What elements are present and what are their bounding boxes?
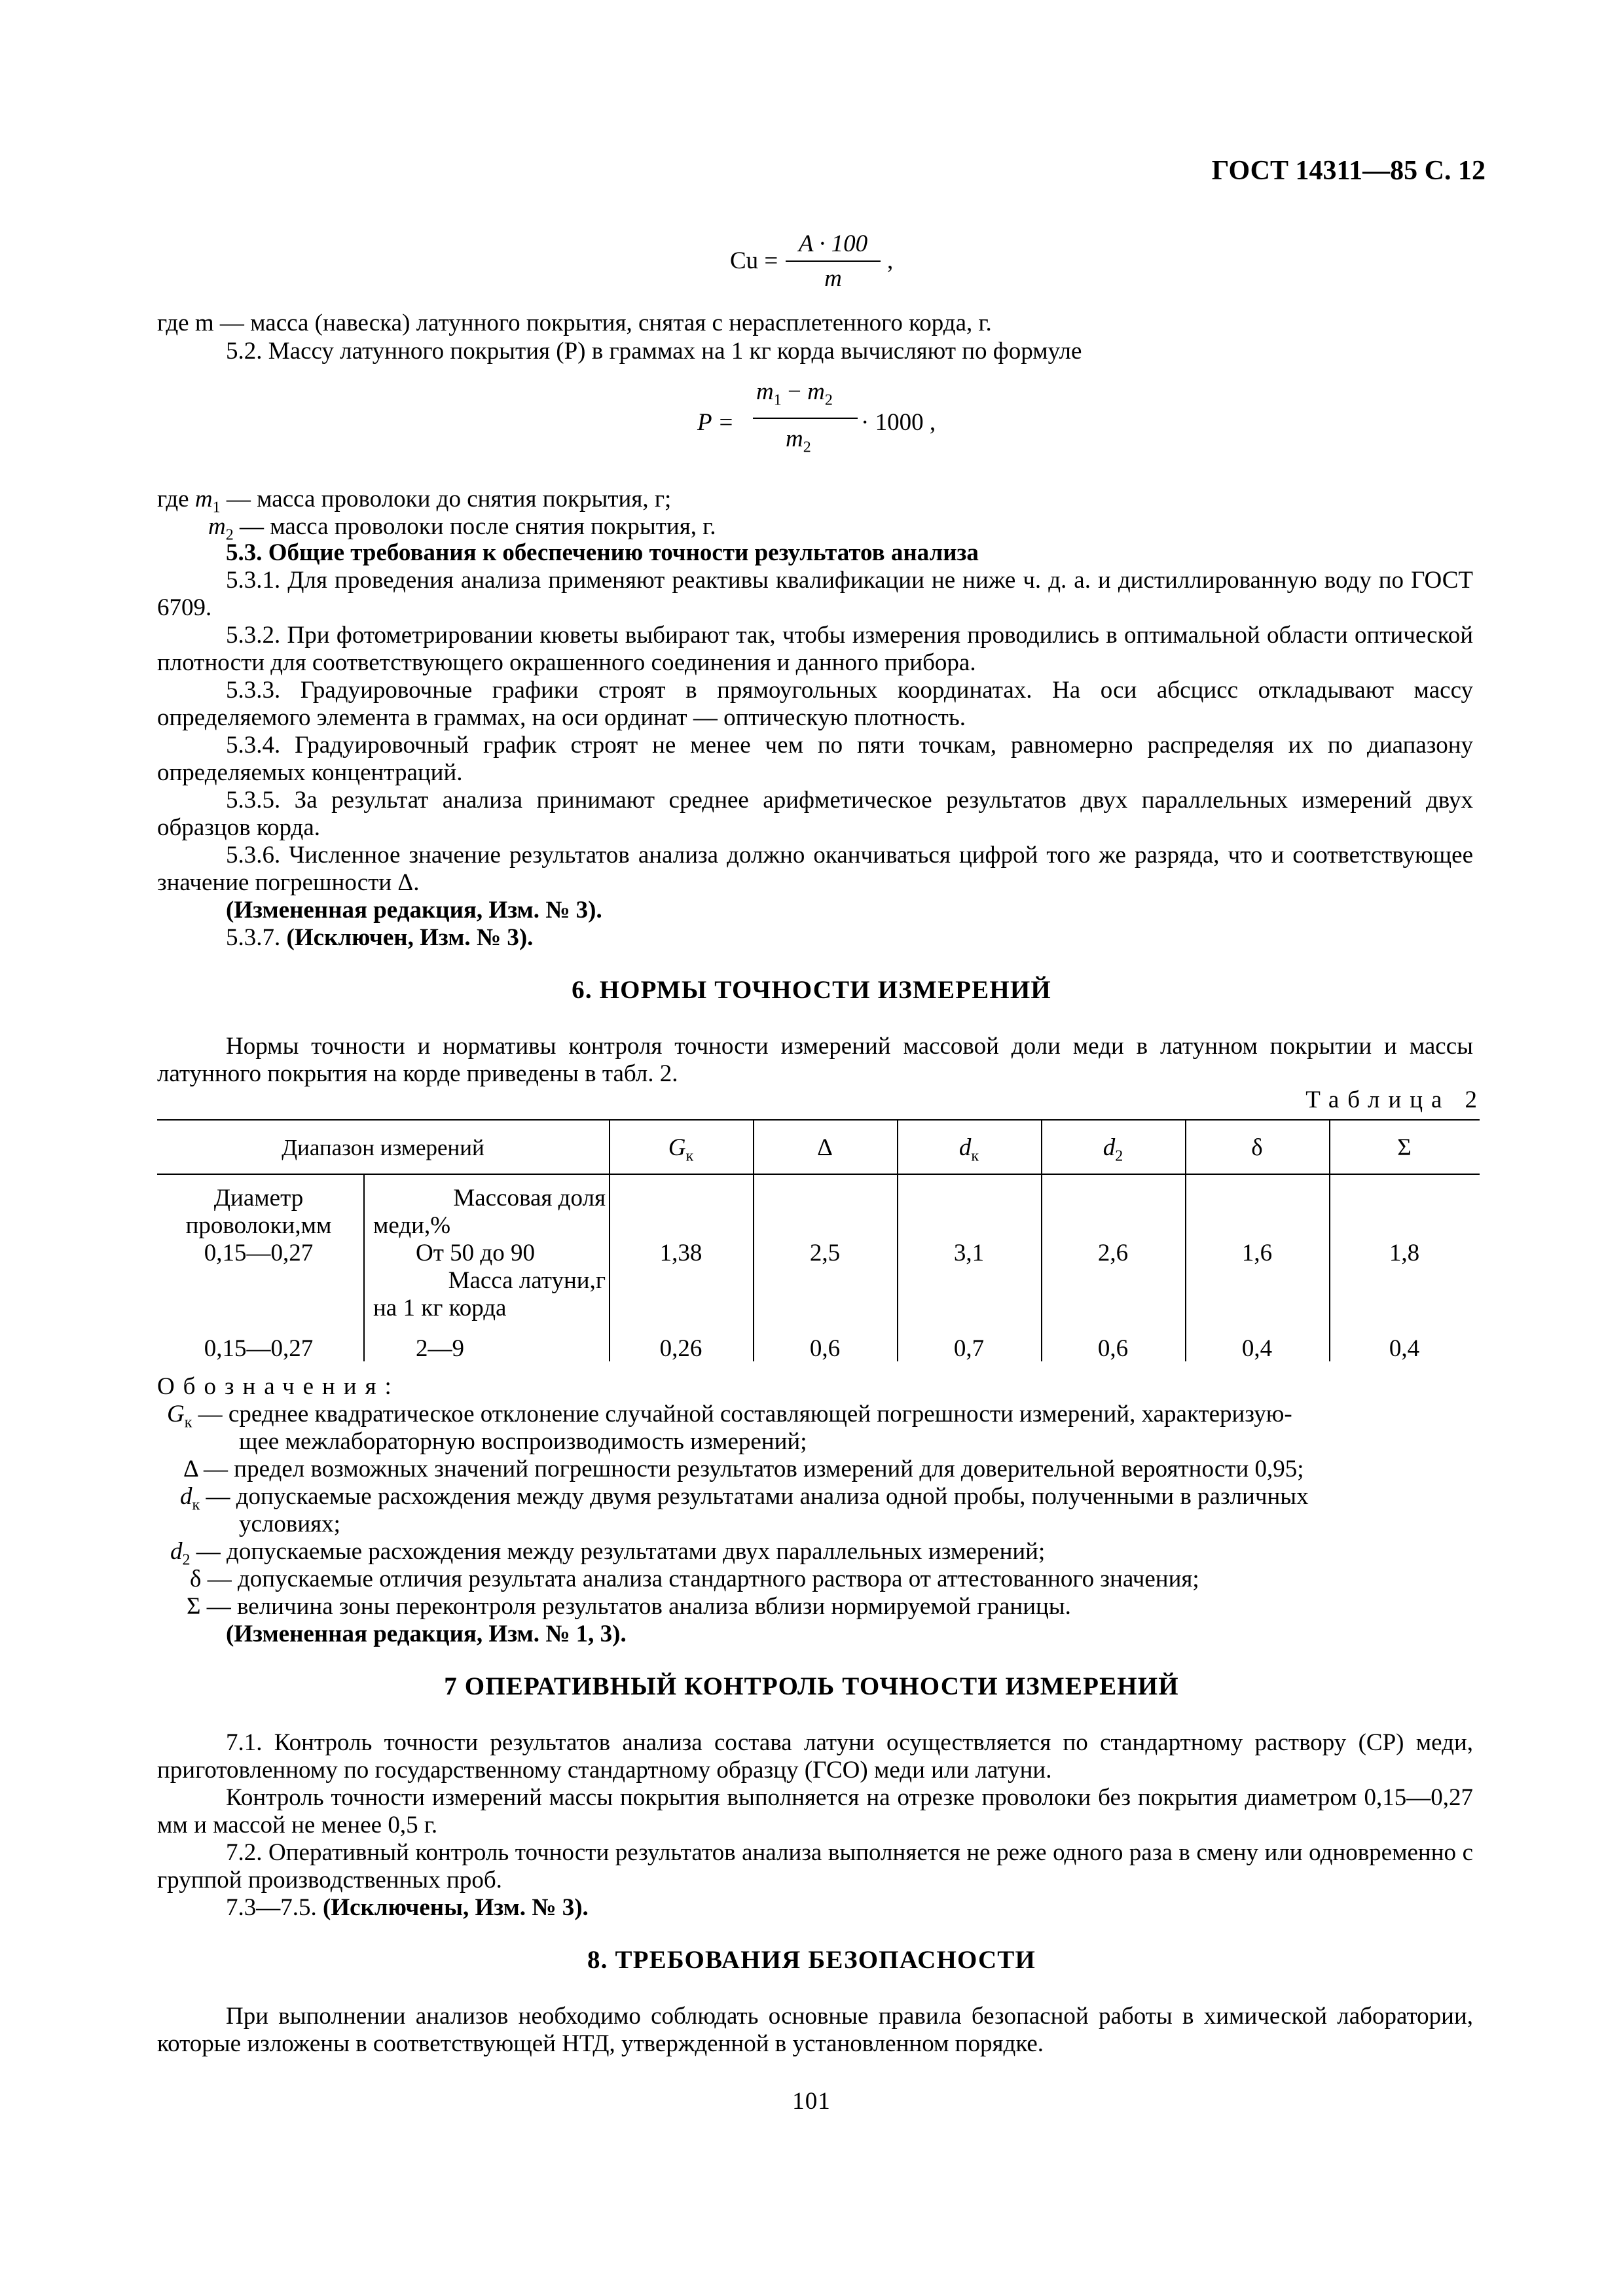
table-row1-gk: 1,38 (659, 1240, 702, 1266)
notation-delta (183, 1456, 1304, 1483)
page-number: 101 (792, 2088, 831, 2115)
paragraph-7-1-b: Контроль точности измерений массы покрытия выполняется на отрезке проволоки без покрытия диаметром 0,15—0,27 мм и массой не менее 0,5 г. (157, 1784, 1473, 1839)
formula-p-tail: · 1000 , (861, 409, 936, 436)
table-subheader-mass-fraction-line1: Массовая доля (453, 1185, 606, 1211)
paragraph-5-3-6: 5.3.6. Численное значение результатов анализа должно оканчиваться цифрой того же разряда, что и соответствующее значение погрешности Δ. (157, 842, 1473, 896)
section-7-title: 7 ОПЕРАТИВНЫЙ КОНТРОЛЬ ТОЧНОСТИ ИЗМЕРЕНИЙ (444, 1672, 1179, 1700)
notation-dk-symbol: d (180, 1483, 192, 1510)
table-header-gk (609, 1134, 753, 1165)
table-subheader-mass-fraction (373, 1185, 606, 1240)
where-m2-symbol: m (208, 513, 226, 540)
formula-cu-numerator: A · 100 (798, 230, 868, 257)
formula-p-denominator (786, 425, 811, 456)
notation-delta-text: — предел возможных значений погрешности результатов измерений для доверительной вероятности 0,95; (197, 1456, 1304, 1482)
where-m-line: где m — масса (навеска) латунного покрытия, снятая с нерасплетенного корда, г. (157, 310, 992, 336)
table-row2-gk: 0,26 (659, 1335, 702, 1362)
table-header-dk-sub: к (971, 1147, 979, 1165)
formula-p-num-m2-sub: 2 (824, 391, 833, 409)
formula-p-lhs: P = (697, 409, 735, 436)
notation-dk-text: — допускаемые расхождения между двумя результатами анализа одной пробы, полученными в различных (200, 1483, 1309, 1510)
paragraph-7-3-number: 7.3—7.5. (226, 1894, 317, 1921)
notation-d2-text: — допускаемые расхождения между результатами двух параллельных измерений; (190, 1538, 1046, 1565)
table-row1-diameter: 0,15—0,27 (204, 1240, 314, 1266)
formula-p-den-sub: 2 (803, 439, 811, 456)
where-m2-line (208, 513, 716, 544)
notation-small-delta-text: — допускаемые отличия результата анализа стандартного раствора от аттестованного значения; (201, 1566, 1199, 1592)
where-m1-symbol: m (194, 486, 213, 512)
notation-gk-text: — среднее квадратическое отклонение случайной составляющей погрешности измерений, характеризую- (192, 1401, 1292, 1427)
table-header-dk (897, 1134, 1041, 1165)
paragraph-5-2: 5.2. Массу латунного покрытия (P) в граммах на 1 кг корда вычисляют по формуле (226, 338, 1082, 365)
table-row1-delta: 2,5 (809, 1240, 841, 1266)
table-header-d2-sub: 2 (1115, 1147, 1123, 1165)
table-row1-d2: 2,6 (1097, 1240, 1129, 1266)
notation-dk-continuation: условиях; (239, 1511, 340, 1537)
section-8-title: 8. ТРЕБОВАНИЯ БЕЗОПАСНОСТИ (587, 1946, 1036, 1974)
where-m1-prefix: где (157, 486, 195, 512)
table-row2-dk: 0,7 (953, 1335, 985, 1362)
table-subcol-rule (363, 1175, 365, 1361)
paragraph-5-3-7-note: (Исключен, Изм. № 3). (286, 924, 534, 951)
table-header-dk-symbol: d (958, 1134, 972, 1161)
where-m1-line (157, 486, 672, 516)
table-header-delta: Δ (817, 1134, 833, 1161)
table-row2-d2: 0,6 (1097, 1335, 1129, 1362)
table-header-d2 (1041, 1134, 1185, 1165)
section-6-title: 6. НОРМЫ ТОЧНОСТИ ИЗМЕРЕНИЙ (572, 976, 1051, 1004)
table-row2-diameter: 0,15—0,27 (204, 1335, 314, 1362)
notation-gk-sub: к (184, 1414, 192, 1431)
table-row2-sigma: 0,4 (1389, 1335, 1420, 1362)
paragraph-5-3-7 (226, 924, 533, 952)
paragraph-7-3-note: (Исключены, Изм. № 3). (323, 1894, 589, 1921)
paragraph-5-3-6-note: (Измененная редакция, Изм. № 3). (226, 897, 602, 924)
paragraph-5-3-2: 5.3.2. При фотометрировании кюветы выбирают так, чтобы измерения проводились в оптимальной области оптической плотности для соответствующего окрашенного соединения и данного прибора. (157, 622, 1473, 676)
paragraph-7-1: 7.1. Контроль точности результатов анализа состава латуни осуществляется по стандартному раствору (СР) меди, приготовленному по государственному стандартному образцу (ГСО) меди или латуни. (157, 1729, 1473, 1784)
notation-dk-sub: к (192, 1496, 200, 1514)
where-m2-text: — масса проволоки после снятия покрытия, г. (233, 513, 716, 540)
formula-cu-fraction-bar (786, 260, 881, 262)
running-title: ГОСТ 14311—85 С. 12 (1211, 156, 1486, 186)
table-row2-small-delta: 0,4 (1241, 1335, 1273, 1362)
notation-note: (Измененная редакция, Изм. № 1, 3). (226, 1621, 627, 1647)
formula-cu-denominator: m (824, 265, 842, 292)
formula-p-fraction-bar (753, 418, 858, 419)
notation-gk (167, 1401, 1292, 1431)
notation-d2 (170, 1538, 1046, 1569)
paragraph-5-3-4: 5.3.4. Градуировочный график строят не менее чем по пяти точкам, равномерно распределяя их по диапазону определяемых концентраций. (157, 732, 1473, 786)
notation-gk-continuation: щее межлабораторную воспроизводимость измерений; (239, 1428, 807, 1455)
notation-d2-sub: 2 (182, 1551, 191, 1569)
notation-gk-symbol: G (167, 1401, 185, 1427)
table-header-gk-sub: к (685, 1147, 694, 1165)
where-m1-sub: 1 (212, 499, 221, 516)
table-subheader-diameter-line1: Диаметр (213, 1185, 304, 1211)
table-caption: Таблица 2 (1305, 1086, 1486, 1113)
table-header-range: Диапазон измерений (282, 1135, 484, 1160)
notation-small-delta (190, 1566, 1199, 1593)
formula-cu-tail: , (887, 247, 894, 274)
notation-sigma-text: — величина зоны переконтроля результатов анализа вблизи нормируемой границы. (200, 1593, 1071, 1620)
formula-p-den-m: m (786, 425, 803, 452)
table-header-gk-symbol: G (668, 1134, 686, 1161)
notation-delta-symbol: Δ (183, 1456, 198, 1482)
paragraph-5-3-heading: 5.3. Общие требования к обеспечению точности результатов анализа (226, 539, 979, 566)
paragraph-7-3 (226, 1894, 589, 1922)
table-row2-range: 2—9 (416, 1335, 464, 1362)
paragraph-5-3-1: 5.3.1. Для проведения анализа применяют реактивы квалификации не ниже ч. д. а. и дистиллированную воду по ГОСТ 6709. (157, 567, 1473, 621)
table-subheader-brass-mass-line2: на 1 кг корда (373, 1295, 507, 1321)
table-header-d2-symbol: d (1103, 1134, 1116, 1161)
table-row1-small-delta: 1,6 (1241, 1240, 1273, 1266)
table-header-sigma: Σ (1397, 1134, 1412, 1161)
formula-p-num-m1: m (756, 378, 774, 405)
table-row1-range: От 50 до 90 (416, 1240, 535, 1266)
where-m2-sub: 2 (225, 526, 234, 544)
table-subheader-diameter (157, 1185, 360, 1240)
notation-sigma-symbol: Σ (187, 1593, 201, 1620)
paragraph-5-3-5: 5.3.5. За результат анализа принимают среднее арифметическое результатов двух параллельных измерений двух образцов корда. (157, 787, 1473, 841)
table-subheader-brass-mass-line1: Масса латуни,г (448, 1267, 606, 1294)
where-m1-text: — масса проволоки до снятия покрытия, г; (220, 486, 672, 512)
notation-title: Обозначения: (157, 1373, 400, 1400)
notation-dk (180, 1483, 1309, 1514)
formula-p-num-m1-sub: 1 (773, 391, 782, 409)
table-subheader-mass-fraction-line2: меди,% (373, 1212, 451, 1239)
formula-p-num-m2: m (807, 378, 825, 405)
notation-sigma (187, 1593, 1071, 1621)
paragraph-5-3-7-number: 5.3.7. (226, 924, 281, 951)
table-row2-delta: 0,6 (809, 1335, 841, 1362)
table-subheader-brass-mass (373, 1267, 606, 1322)
table-top-rule (157, 1119, 1480, 1121)
table-header-rule (157, 1174, 1480, 1175)
notation-d2-symbol: d (170, 1538, 183, 1565)
section-8-text: При выполнении анализов необходимо соблюдать основные правила безопасной работы в химической лаборатории, которые изложены в соответствующей НТД, утвержденной в установленном порядке. (157, 2003, 1473, 2057)
section-6-text: Нормы точности и нормативы контроля точности измерений массовой доли меди в латунном покрытии и массы латунного покрытия на корде приведены в табл. 2. (157, 1033, 1473, 1087)
paragraph-7-2: 7.2. Оперативный контроль точности результатов анализа выполняется не реже одного раза в смену или одновременно с группой производственных проб. (157, 1839, 1473, 1893)
table-subheader-diameter-line2: проволоки,мм (185, 1212, 332, 1239)
notation-small-delta-symbol: δ (190, 1566, 202, 1592)
paragraph-5-3-3: 5.3.3. Градуировочные графики строят в прямоугольных координатах. На оси абсцисс откладывают массу определяемого элемента в граммах, на оси ординат — оптическую плотность. (157, 677, 1473, 731)
formula-p-num-op: − (781, 378, 808, 405)
table-row1-dk: 3,1 (953, 1240, 985, 1266)
table-row1-sigma: 1,8 (1389, 1240, 1420, 1266)
formula-p-numerator (756, 378, 833, 409)
formula-cu-lhs: Cu = (730, 247, 778, 274)
table-header-small-delta: δ (1251, 1134, 1263, 1161)
